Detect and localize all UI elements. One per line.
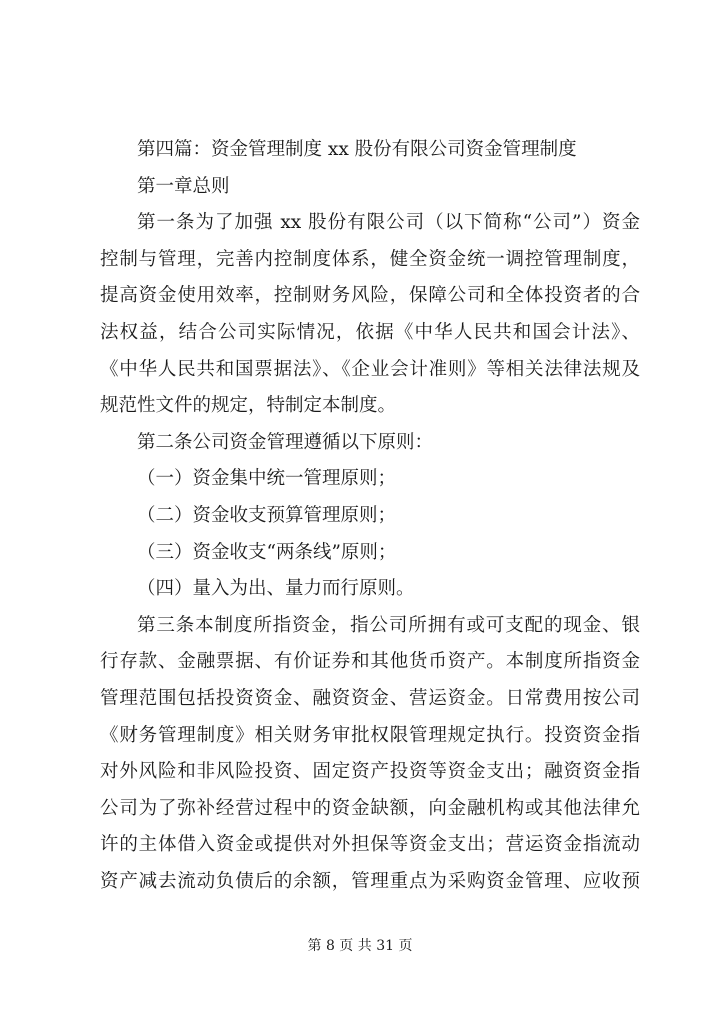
article-1-line-4: 法权益，结合公司实际情况，依据《中华人民共和国会计法》、 xyxy=(100,321,640,343)
article-2-heading: 第二条公司资金管理遵循以下原则： xyxy=(137,431,434,453)
principle-1: （一）资金集中统一管理原则； xyxy=(137,468,397,490)
article-3-line-7: 许的主体借入资金或提供对外担保等资金支出；营运资金指流动 xyxy=(100,834,640,856)
article-1-line-5: 《中华人民共和国票据法》、《企业会计准则》等相关法律法规及 xyxy=(100,358,640,380)
principle-3: （三）资金收支“两条线”原则； xyxy=(137,541,397,563)
article-1-line-3: 提高资金使用效率，控制财务风险，保障公司和全体投资者的合 xyxy=(100,285,640,307)
article-3-line-6: 公司为了弥补经营过程中的资金缺额，向金融机构或其他法律允 xyxy=(100,797,640,819)
page-number-footer: 第 8 页 共 31 页 xyxy=(307,938,413,954)
document-title: 第四篇：资金管理制度 xx 股份有限公司资金管理制度 xyxy=(137,139,577,160)
article-3-line-1: 第三条本制度所指资金，指公司所拥有或可支配的现金、银 xyxy=(137,614,640,636)
article-1-line-1: 第一条为了加强 xx 股份有限公司（以下简称“公司”）资金 xyxy=(137,212,640,234)
article-1-line-6: 规范性文件的规定，特制定本制度。 xyxy=(100,395,397,417)
principle-2: （二）资金收支预算管理原则； xyxy=(137,504,397,526)
article-3-line-2: 行存款、金融票据、有价证券和其他货币资产。本制度所指资金 xyxy=(100,651,640,673)
principle-4: （四）量入为出、量力而行原则。 xyxy=(137,578,415,600)
article-3-line-4: 《财务管理制度》相关财务审批权限管理规定执行。投资资金指 xyxy=(100,724,640,746)
article-3-line-3: 管理范围包括投资资金、融资资金、营运资金。日常费用按公司 xyxy=(100,687,640,709)
article-1-line-2: 控制与管理，完善内控制度体系，健全资金统一调控管理制度， xyxy=(100,248,640,270)
article-3-line-8: 资产减去流动负债后的余额，管理重点为采购资金管理、应收预 xyxy=(100,870,640,892)
chapter-heading: 第一章总则 xyxy=(137,175,230,197)
article-3-line-5: 对外风险和非风险投资、固定资产投资等资金支出；融资资金指 xyxy=(100,761,640,783)
document-body xyxy=(100,132,640,900)
